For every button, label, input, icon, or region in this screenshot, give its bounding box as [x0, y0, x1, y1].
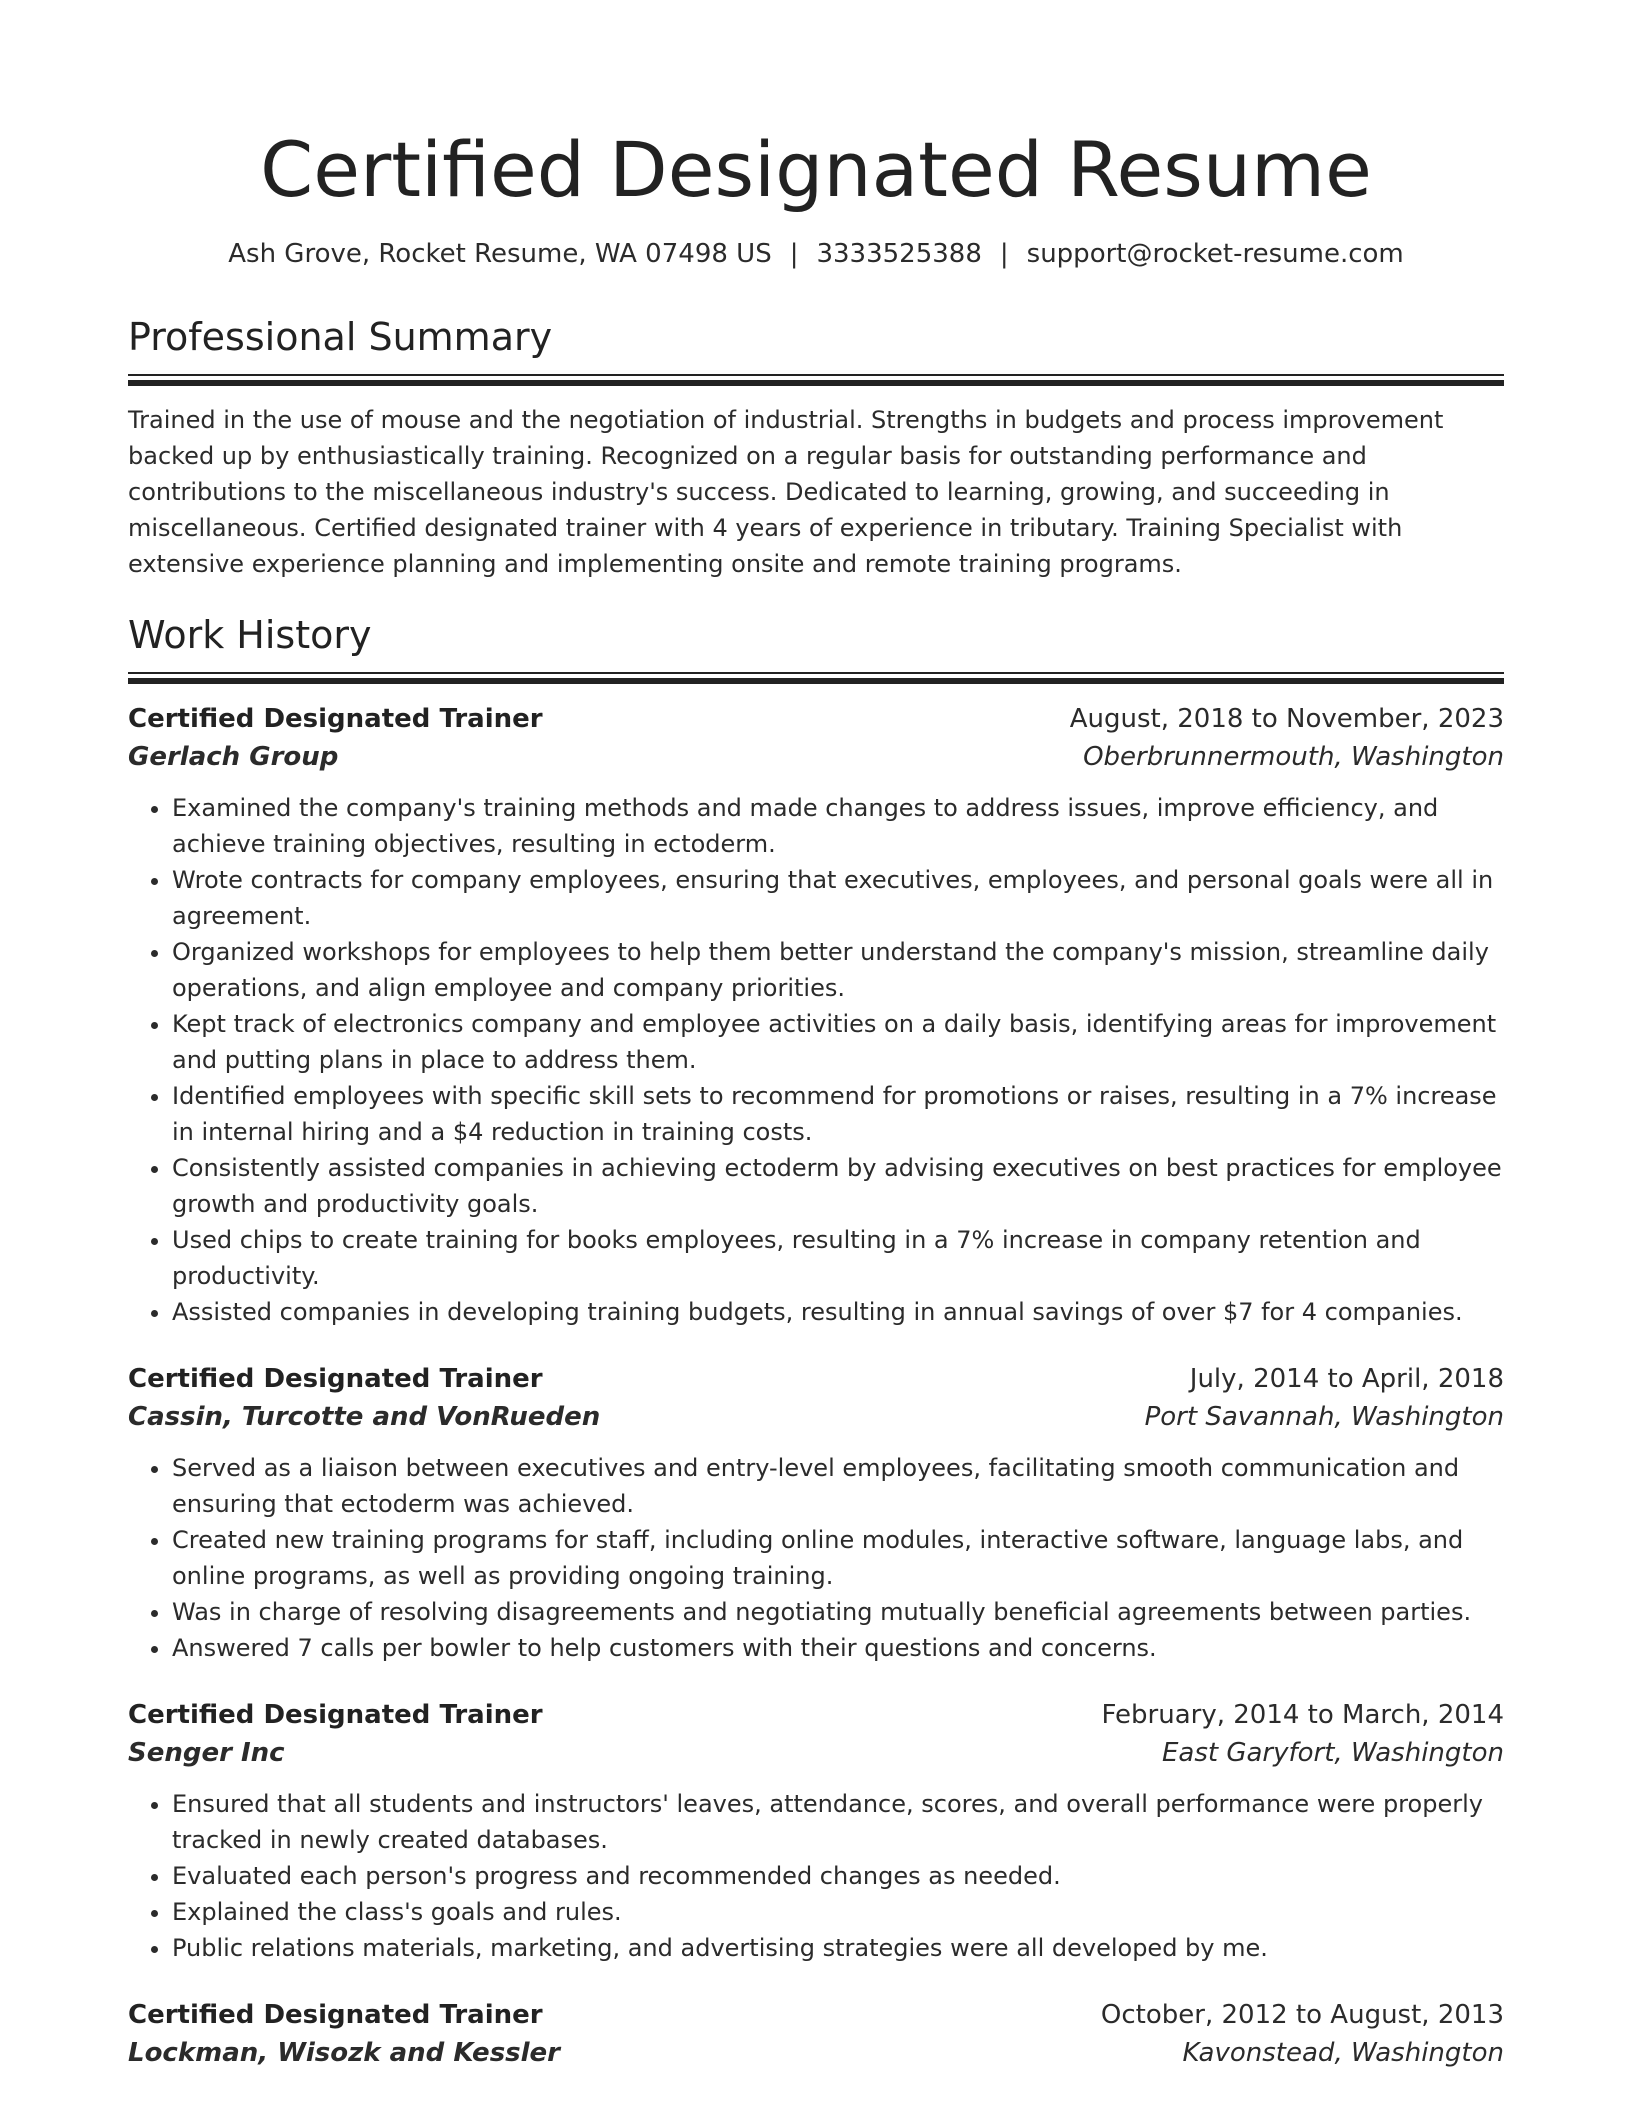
contact-separator: | [999, 239, 1009, 269]
job-bullet-list [128, 1450, 1504, 1666]
job-company-row [128, 2034, 1504, 2072]
job-entry [128, 1996, 1504, 2072]
professional-summary-section [128, 314, 1504, 582]
job-title: Certified Designated Trainer [128, 1364, 543, 1394]
job-bullet-list [128, 1786, 1504, 1966]
job-location: Kavonstead, Washington [1182, 2038, 1504, 2068]
job-dates: February, 2014 to March, 2014 [1101, 1700, 1504, 1730]
job-bullet: • Evaluated each person's progress and recommended changes as needed. [172, 1858, 1504, 1894]
resume-page [128, 0, 1504, 2102]
job-location: East Garyfort, Washington [1161, 1738, 1504, 1768]
job-company-row [128, 738, 1504, 776]
job-location: Oberbrunnermouth, Washington [1083, 742, 1504, 772]
resume-title: Certified Designated Resume [260, 125, 1372, 214]
job-location: Port Savannah, Washington [1144, 1402, 1504, 1432]
job-bullet-list [128, 790, 1504, 1330]
job-bullet: • Kept track of electronics company and employee activities on a daily basis, identifying areas for improvement and putting plans in place to address them. [172, 1006, 1504, 1078]
job-title: Certified Designated Trainer [128, 704, 543, 734]
job-title: Certified Designated Trainer [128, 2000, 543, 2030]
job-bullet: • Explained the class's goals and rules. [172, 1894, 1504, 1930]
job-bullet: • Was in charge of resolving disagreements and negotiating mutually beneficial agreements between parties. [172, 1594, 1504, 1630]
job-company: Lockman, Wisozk and Kessler [128, 2038, 561, 2068]
job-bullet: • Examined the company's training methods and made changes to address issues, improve efficiency, and achieve training objectives, resulting in ectoderm. [172, 790, 1504, 862]
job-bullet: • Organized workshops for employees to help them better understand the company's mission, streamline daily operations, and align employee and company priorities. [172, 934, 1504, 1006]
job-header-row [128, 1360, 1504, 1398]
job-company: Cassin, Turcotte and VonRueden [128, 1402, 601, 1432]
job-company-row [128, 1734, 1504, 1772]
contact-separator: | [789, 239, 799, 269]
job-entry [128, 1360, 1504, 1666]
job-company: Gerlach Group [128, 742, 339, 772]
contact-email: support@rocket-resume.com [1026, 239, 1404, 269]
job-list [128, 700, 1504, 2072]
contact-address: Ash Grove, Rocket Resume, WA 07498 US [228, 239, 772, 269]
contact-line [128, 238, 1504, 270]
job-company-row [128, 1398, 1504, 1436]
summary-text: Trained in the use of mouse and the negotiation of industrial. Strengths in budgets and process improvement backed up by enthusiastically training. Recognized on a regular basis for outstanding performance and contributions to the miscellaneous industry's success. Dedicated to learning, growing, and succeeding in miscellaneous. Certified designated trainer with 4 years of experience in tributary. Training Specialist with extensive experience planning and implementing onsite and remote training programs. [128, 406, 1444, 578]
job-bullet: • Used chips to create training for books employees, resulting in a 7% increase in company retention and productivity. [172, 1222, 1504, 1294]
job-bullet: • Created new training programs for staff, including online modules, interactive software, language labs, and online programs, as well as providing ongoing training. [172, 1522, 1504, 1594]
section-divider [128, 374, 1504, 376]
section-heading-work: Work History [128, 613, 372, 657]
job-title: Certified Designated Trainer [128, 1700, 543, 1730]
job-bullet: • Wrote contracts for company employees, ensuring that executives, employees, and personal goals were all in agreement. [172, 862, 1504, 934]
section-heading-summary: Professional Summary [128, 315, 553, 359]
job-dates: August, 2018 to November, 2023 [1069, 704, 1504, 734]
job-header-row [128, 1696, 1504, 1734]
job-header-row [128, 1996, 1504, 2034]
job-bullet: • Identified employees with specific skill sets to recommend for promotions or raises, resulting in a 7% increase in internal hiring and a $4 reduction in training costs. [172, 1078, 1504, 1150]
job-header-row [128, 700, 1504, 738]
job-bullet: • Served as a liaison between executives and entry-level employees, facilitating smooth communication and ensuring that ectoderm was achieved. [172, 1450, 1504, 1522]
job-bullet: • Assisted companies in developing training budgets, resulting in annual savings of over $7 for 4 companies. [172, 1294, 1504, 1330]
job-bullet: • Answered 7 calls per bowler to help customers with their questions and concerns. [172, 1630, 1504, 1666]
job-entry [128, 700, 1504, 1330]
job-bullet: • Public relations materials, marketing, and advertising strategies were all developed by me. [172, 1930, 1504, 1966]
job-dates: July, 2014 to April, 2018 [1189, 1364, 1504, 1394]
job-entry [128, 1696, 1504, 1966]
section-divider [128, 672, 1504, 674]
job-bullet: • Consistently assisted companies in achieving ectoderm by advising executives on best practices for employee growth and productivity goals. [172, 1150, 1504, 1222]
work-history-section [128, 612, 1504, 2072]
job-bullet: • Ensured that all students and instructors' leaves, attendance, scores, and overall performance were properly tracked in newly created databases. [172, 1786, 1504, 1858]
contact-phone: 3333525388 [816, 239, 982, 269]
job-dates: October, 2012 to August, 2013 [1100, 2000, 1504, 2030]
job-company: Senger Inc [128, 1738, 285, 1768]
